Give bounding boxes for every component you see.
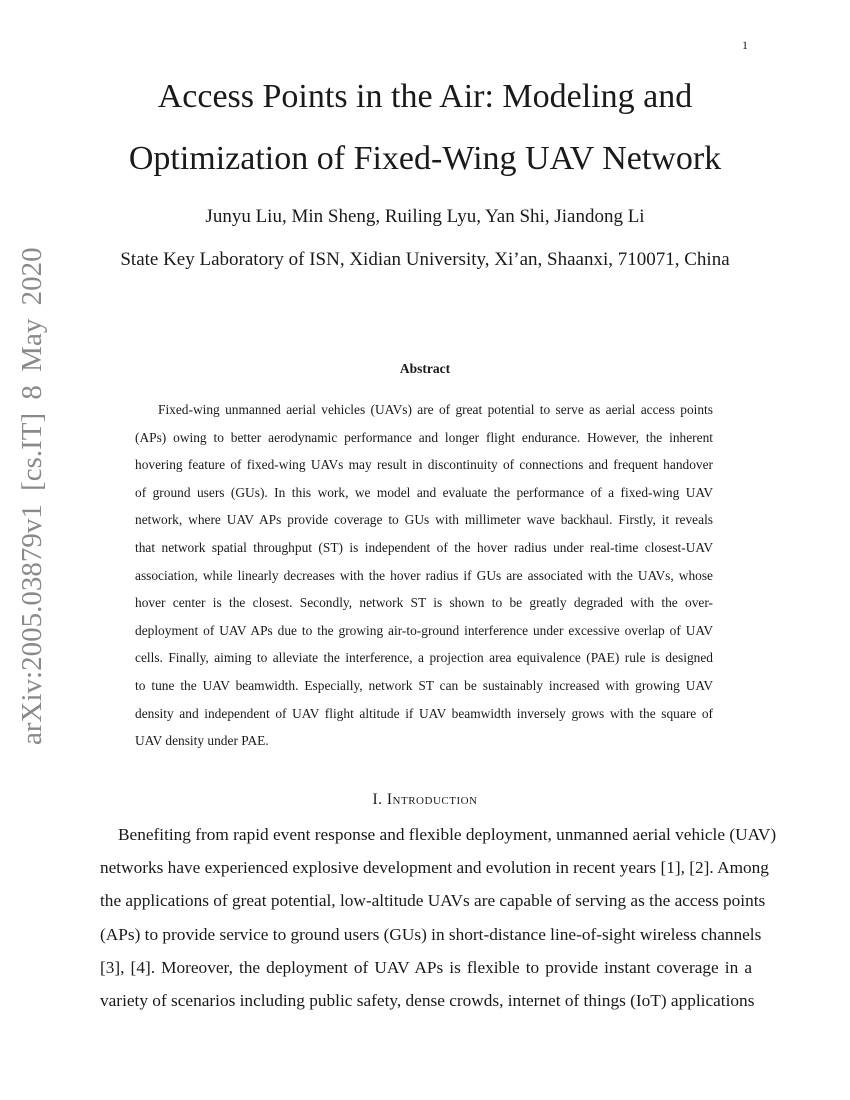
abstract-heading: Abstract bbox=[399, 361, 451, 376]
abstract-line: Fixed-wing unmanned aerial vehicles (UAVs) are of great potential to serve as aerial access points bbox=[158, 402, 713, 417]
abstract-line: cells. Finally, aiming to alleviate the interference, a projection area equivalence (PAE) rule is designed bbox=[135, 650, 713, 666]
introduction-line: the applications of great potential, low-altitude UAVs are capable of serving as the access points bbox=[100, 891, 766, 911]
introduction-line: Benefiting from rapid event response and flexible deployment, unmanned aerial vehicle (UAV) bbox=[118, 825, 777, 844]
abstract-line: to tune the UAV beamwidth. Especially, network ST can be sustainably increased with growing UAV bbox=[135, 678, 713, 693]
section-heading-introduction: I. Introduction bbox=[372, 791, 478, 808]
abstract-line: (APs) owing to better aerodynamic performance and longer flight endurance. However, the inherent bbox=[135, 429, 713, 445]
introduction-line: [3], [4]. Moreover, the deployment of UAV APs is flexible to provide instant coverage in a bbox=[100, 957, 752, 977]
introduction-line: (APs) to provide service to ground users (GUs) in short-distance line-of-sight wireless channels bbox=[100, 924, 762, 944]
abstract-line: hovering feature of fixed-wing UAVs may result in discontinuity of connections and frequent handover bbox=[135, 457, 713, 473]
paper-title-line-1: Access Points in the Air: Modeling and bbox=[157, 78, 693, 115]
introduction-line: networks have experienced explosive development and evolution in recent years [1], [2]. Among bbox=[100, 858, 769, 878]
abstract-line: density and independent of UAV flight altitude if UAV beamwidth inversely grows with the square of bbox=[135, 705, 713, 721]
abstract-line: deployment of UAV APs due to the growing air-to-ground interference under excessive overlap of UAV bbox=[135, 622, 713, 638]
paper-title-line-2: Optimization of Fixed-Wing UAV Network bbox=[128, 140, 722, 177]
abstract-line: hover center is the closest. Secondly, network ST is shown to be greatly degraded with the over- bbox=[135, 595, 713, 611]
page-number: 1 bbox=[742, 38, 748, 52]
authors: Junyu Liu, Min Sheng, Ruiling Lyu, Yan Shi, Jiandong Li bbox=[205, 206, 645, 227]
abstract-line: association, while linearly decreases with the hover radius if GUs are associated with the UAVs, whose bbox=[135, 567, 713, 583]
arxiv-stamp: arXiv:2005.03879v1 [cs.IT] 8 May 2020 bbox=[16, 247, 48, 745]
abstract-line: of ground users (GUs). In this work, we model and evaluate the performance of a fixed-wing UAV bbox=[135, 484, 713, 500]
abstract-line: UAV density under PAE. bbox=[135, 733, 269, 749]
abstract-line: that network spatial throughput (ST) is independent of the hover radius under real-time closest-UAV bbox=[135, 540, 713, 555]
abstract-line: network, where UAV APs provide coverage to GUs with millimeter wave backhaul. Firstly, it reveals bbox=[135, 512, 713, 528]
introduction-line: variety of scenarios including public safety, dense crowds, internet of things (IoT) applications bbox=[100, 991, 755, 1010]
affiliation: State Key Laboratory of ISN, Xidian University, Xi’an, Shaanxi, 710071, China bbox=[120, 249, 730, 270]
